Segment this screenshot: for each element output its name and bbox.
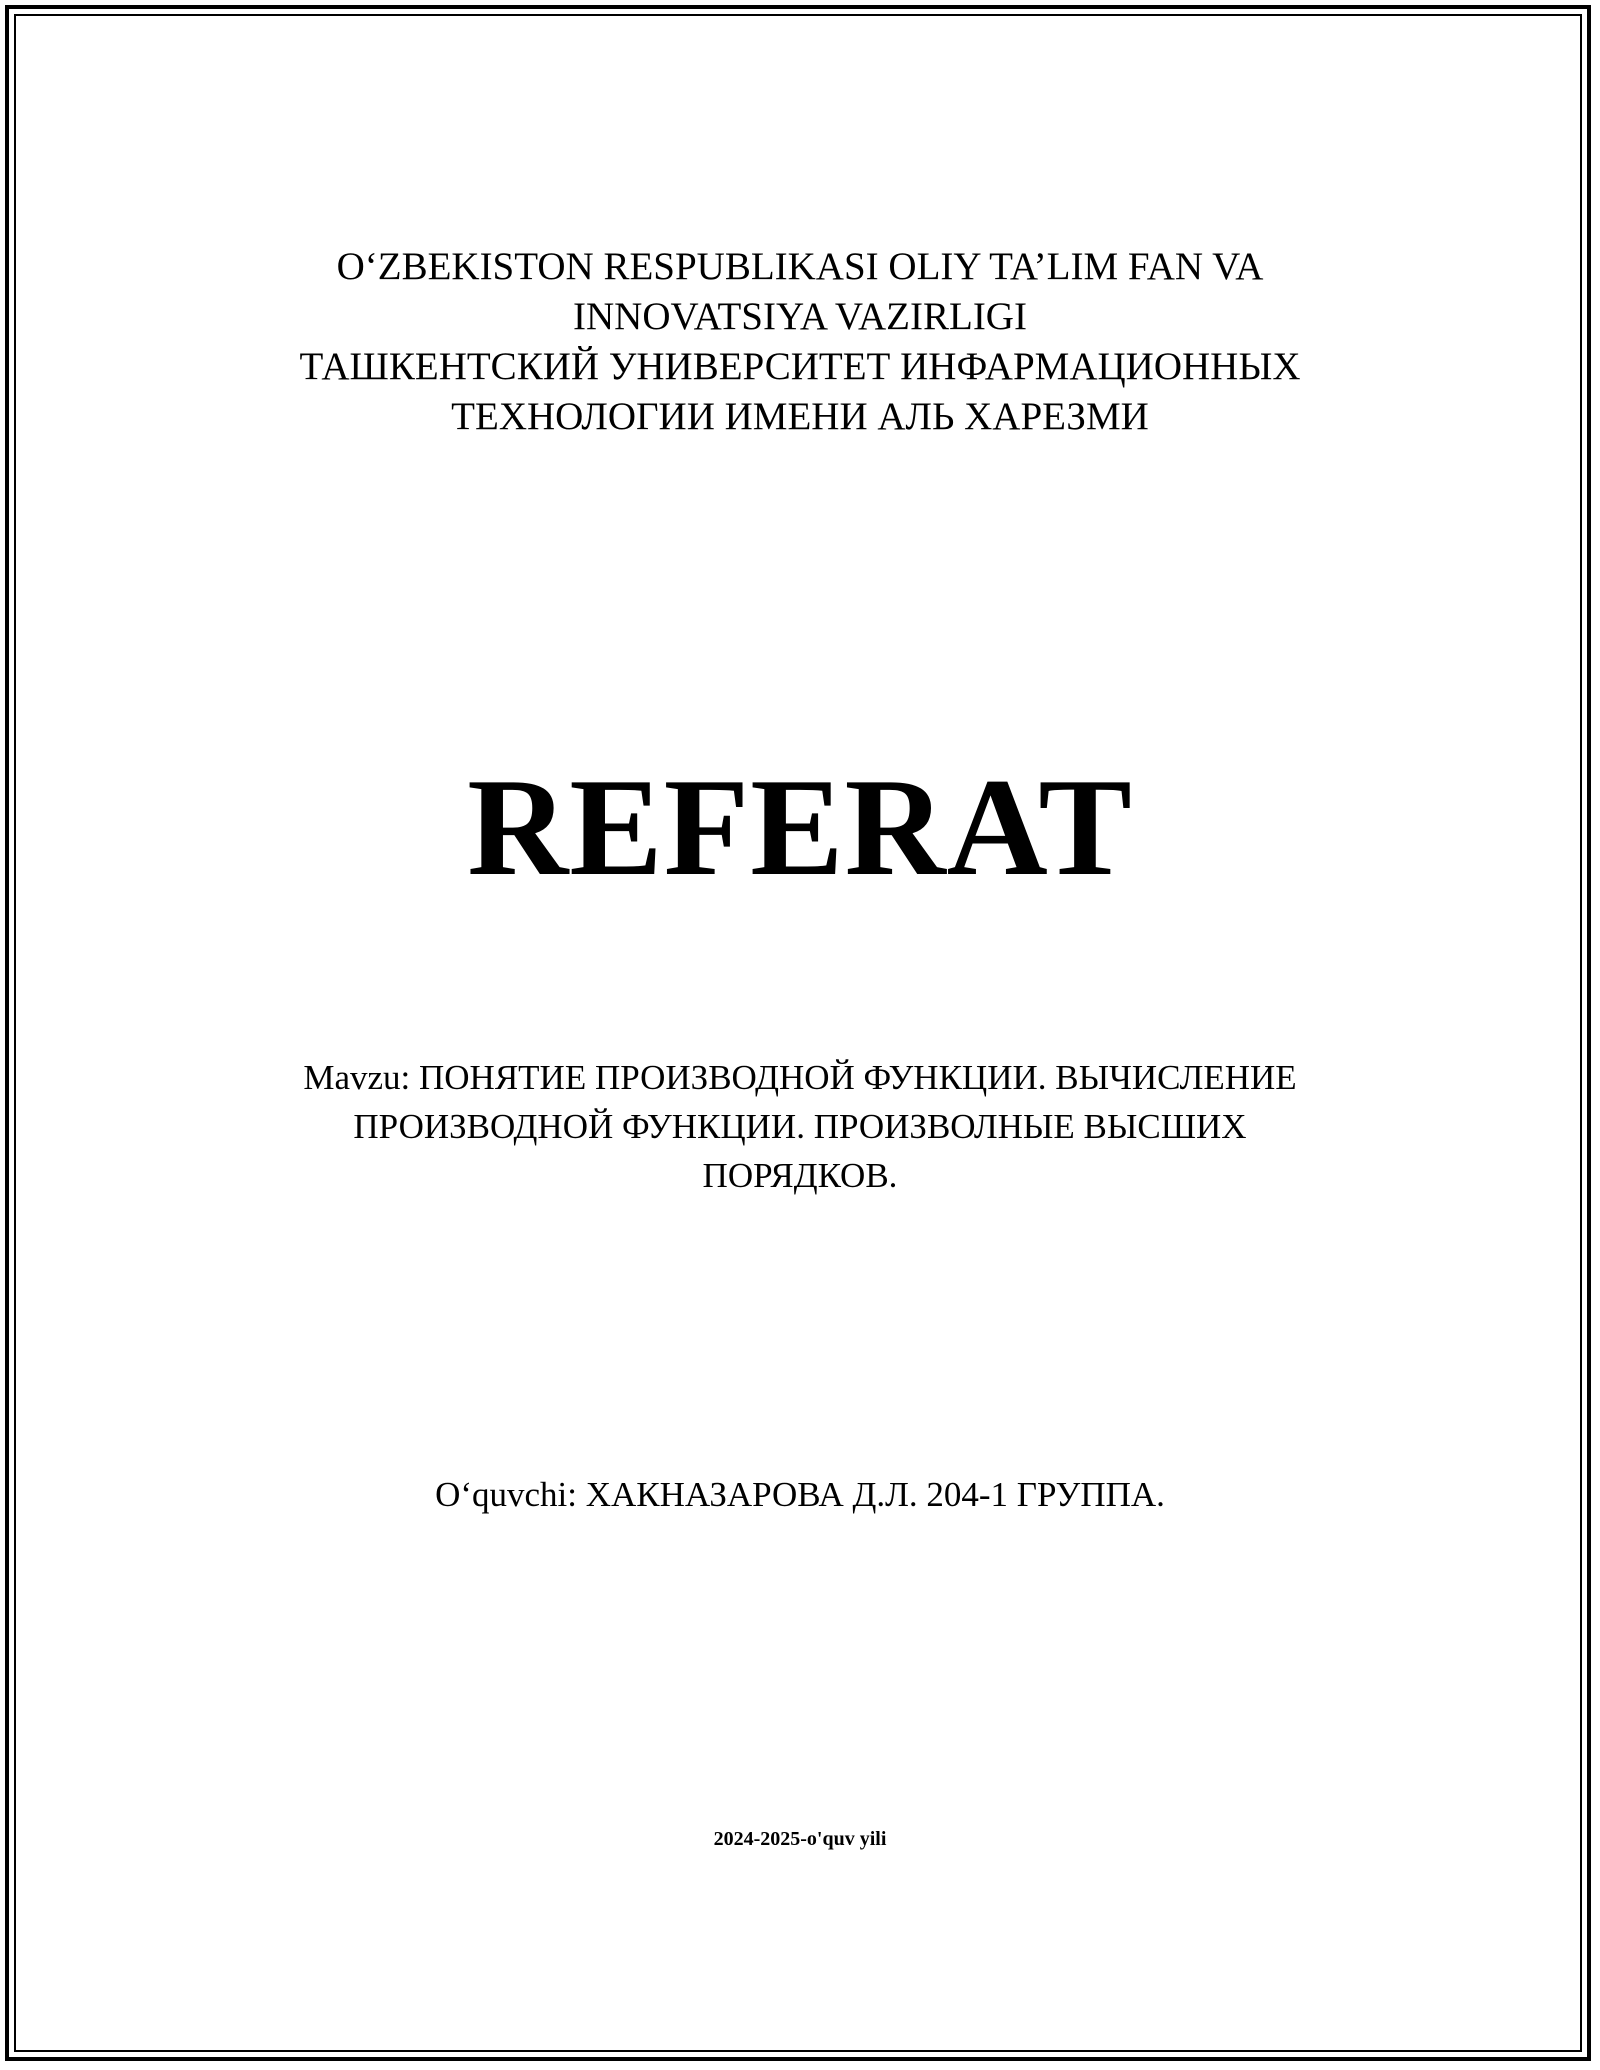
header-line: ТАШКЕНТСКИЙ УНИВЕРСИТЕТ ИНФАРМАЦИОННЫХ <box>299 345 1301 388</box>
academic-year: 2024-2025-o'quv yili <box>713 1828 887 1850</box>
document-title: REFERAT <box>467 750 1133 905</box>
topic-line: Mavzu: ПОНЯТИЕ ПРОИЗВОДНОЙ ФУНКЦИИ. ВЫЧИСЛЕНИЕ <box>303 1058 1297 1097</box>
institution-header <box>0 242 1600 442</box>
topic-line: ПОРЯДКОВ. <box>702 1156 898 1195</box>
header-line: INNOVATSIYA VAZIRLIGI <box>573 295 1027 338</box>
header-line: O‘ZBEKISTON RESPUBLIKASI OLIY TA’LIM FAN VA <box>336 245 1264 288</box>
student-info: O‘quvchi: ХАКНАЗАРОВА Д.Л. 204-1 ГРУППА. <box>435 1475 1165 1514</box>
header-line: ТЕХНОЛОГИИ ИМЕНИ АЛЬ ХАРЕЗМИ <box>451 395 1149 438</box>
topic-block <box>0 1053 1600 1200</box>
topic-line: ПРОИЗВОДНОЙ ФУНКЦИИ. ПРОИЗВОЛНЫЕ ВЫСШИХ <box>353 1107 1247 1146</box>
